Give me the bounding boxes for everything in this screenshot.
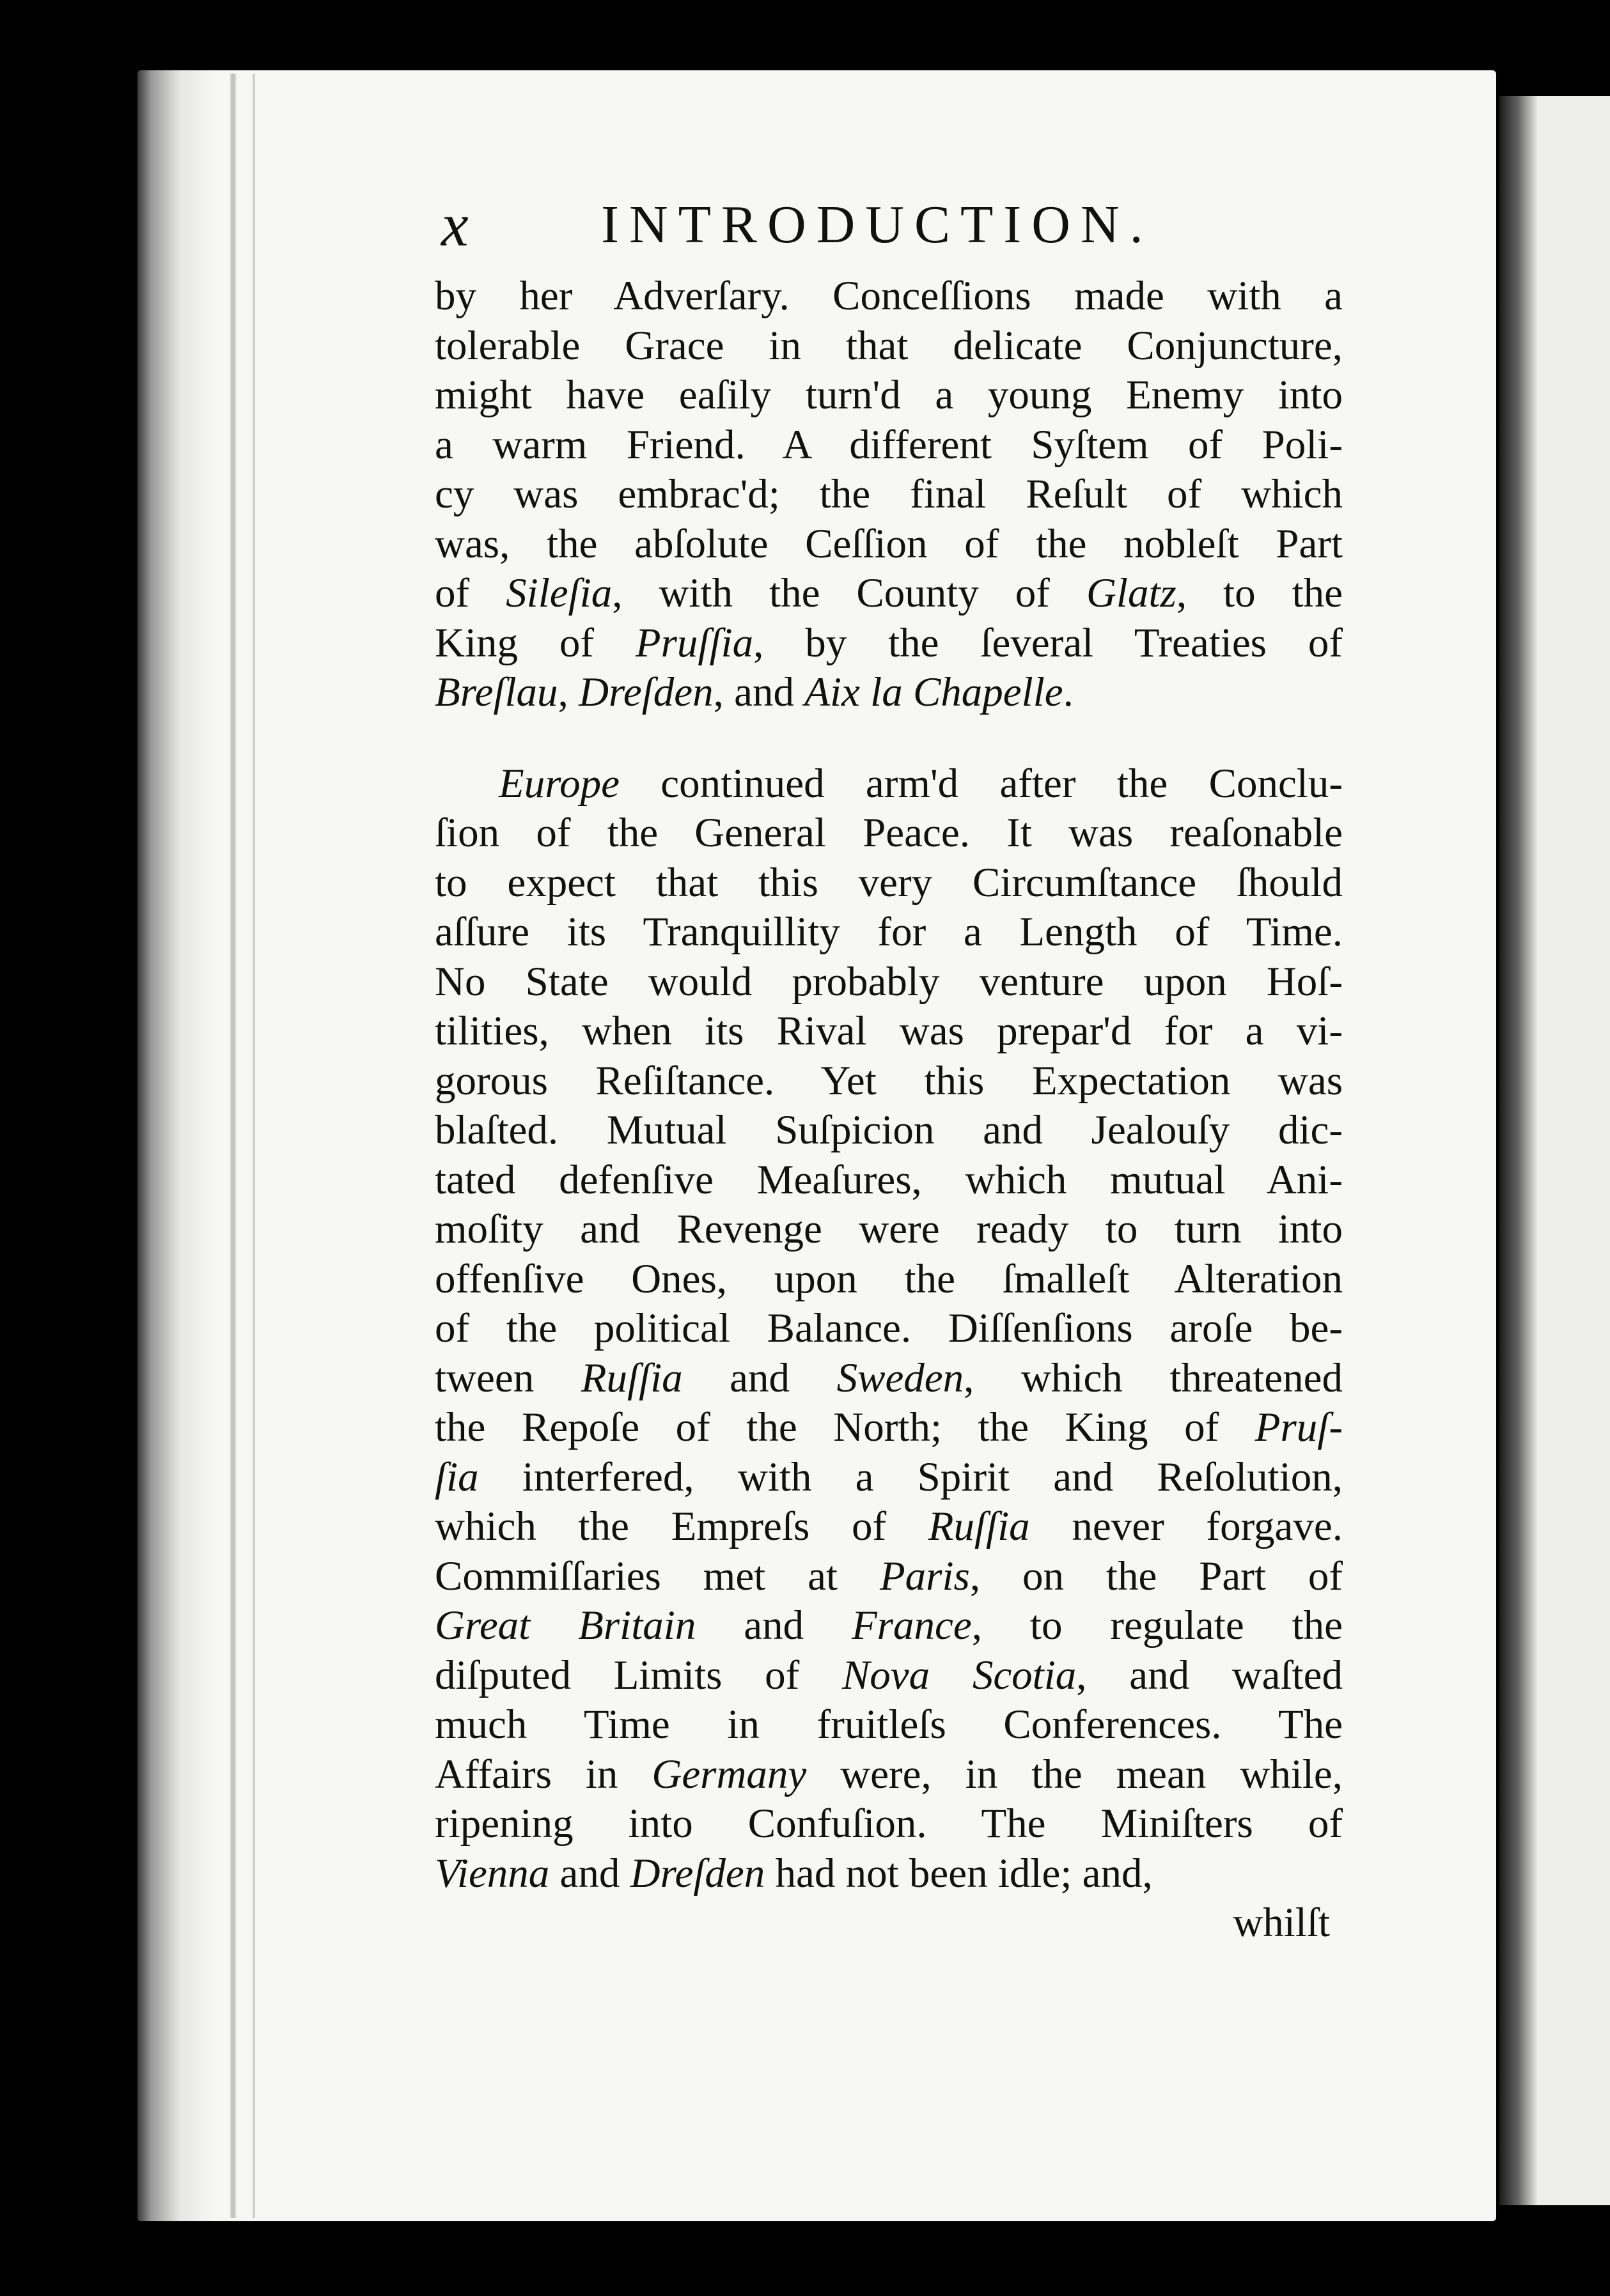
paragraph-1 (435, 272, 1343, 718)
paragraph-2 (435, 759, 1343, 1899)
page-gutter-fold (253, 74, 255, 2218)
text-line: which the Empreſs of Ruſſia never forgave. (435, 1503, 1343, 1549)
scan-border-bottom (0, 2221, 1610, 2296)
text-line: tolerable Grace in that delicate Conjuncture, (435, 322, 1343, 369)
text-line: diſputed Limits of Nova Scotia, and waſted (435, 1652, 1343, 1698)
text-line: might have eaſily turn'd a young Enemy into (435, 372, 1343, 418)
text-line: a warm Friend. A different Syſtem of Poli- (435, 421, 1343, 468)
text-line: the Repoſe of the North; the King of Pruſ- (435, 1404, 1343, 1450)
text-line: cy was embrac'd; the final Reſult of which (435, 471, 1343, 517)
scan-border-top (0, 0, 1610, 70)
text-line: much Time in fruitleſs Conferences. The (435, 1702, 1343, 1748)
page-gutter (230, 74, 237, 2218)
text-line: blaſted. Mutual Suſpicion and Jealouſy dic- (435, 1107, 1343, 1153)
text-line: Breſlau, Dreſden, and Aix la Chapelle. (435, 669, 1074, 715)
text-line: by her Adverſary. Conceſſions made with a (435, 273, 1343, 319)
text-line: Affairs in Germany were, in the mean while, (435, 1751, 1343, 1797)
text-line: ripening into Confuſion. The Miniſters of (435, 1801, 1343, 1847)
running-title: INTRODUCTION. (601, 195, 1153, 254)
text-line: Vienna and Dreſden had not been idle; and, (435, 1850, 1153, 1897)
catchword: whilſt (1233, 1900, 1330, 1946)
text-line: No State would probably venture upon Hoſ- (435, 958, 1343, 1005)
page-header (441, 187, 1221, 263)
paragraph-gap (435, 718, 1343, 759)
text-line: aſſure its Tranquillity for a Length of Time. (435, 909, 1343, 955)
text-line: of Sileſia, with the County of Glatz, to the (435, 570, 1343, 616)
text-line: gorous Reſiſtance. Yet this Expectation was (435, 1057, 1343, 1104)
text-line: King of Pruſſia, by the ſeveral Treaties of (435, 619, 1343, 666)
text-line: was, the abſolute Ceſſion of the nobleſt Part (435, 520, 1343, 567)
text-line: Great Britain and France, to regulate the (435, 1602, 1343, 1648)
page-edge-shadow (137, 70, 214, 2221)
text-line: to expect that this very Circumſtance ſhould (435, 859, 1343, 906)
text-line: ſia interfered, with a Spirit and Reſolution, (435, 1454, 1343, 1500)
scan-border-left (0, 0, 137, 2296)
text-line: tilities, when its Rival was prepar'd for a vi- (435, 1008, 1343, 1054)
text-line: Europe continued arm'd after the Conclu- (499, 760, 1343, 807)
text-line: tated defenſive Meaſures, which mutual Ani- (435, 1156, 1343, 1203)
adjacent-page-shadow (1499, 96, 1538, 2205)
text-line: moſity and Revenge were ready to turn into (435, 1206, 1343, 1252)
text-line: offenſive Ones, upon the ſmalleſt Alteration (435, 1255, 1343, 1302)
body-text (435, 272, 1343, 1948)
text-line: ſion of the General Peace. It was reaſonable (435, 810, 1343, 856)
page-number: x (441, 190, 469, 259)
text-line: tween Ruſſia and Sweden, which threatened (435, 1354, 1343, 1401)
text-line: of the political Balance. Diſſenſions aroſe be- (435, 1305, 1343, 1351)
text-line: Commiſſaries met at Paris, on the Part of (435, 1553, 1343, 1599)
